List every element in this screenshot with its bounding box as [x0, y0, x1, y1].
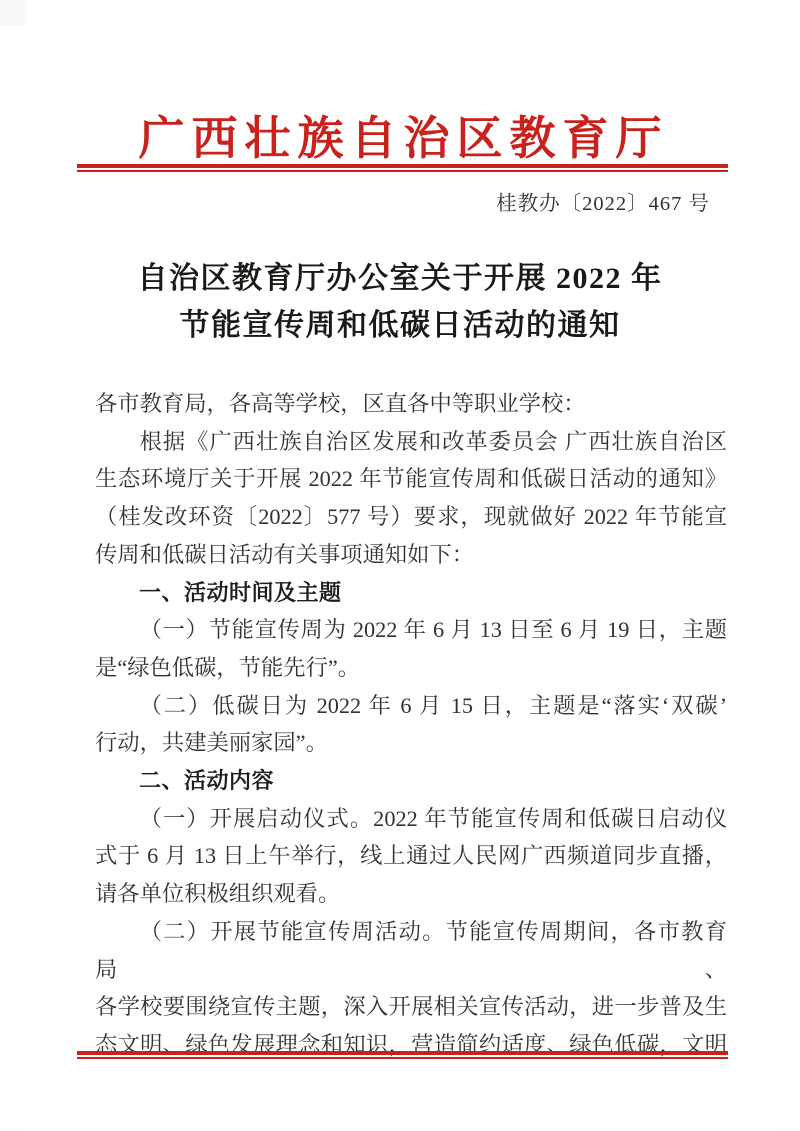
body-line: （一）开展启动仪式。2022 年节能宣传周和低碳日启动仪: [139, 805, 727, 831]
body-line: （二）开展节能宣传周活动。节能宣传周期间，各市教育局、: [95, 918, 727, 982]
footer-divider: [77, 1051, 728, 1059]
header-divider: [77, 164, 728, 172]
body-line: 根据《广西壮族自治区发展和改革委员会 广西壮族自治区: [139, 428, 727, 454]
body-line: 态文明、绿色发展理念和知识，营造简约适度、绿色低碳，文明: [95, 1031, 727, 1057]
document-title-line2: 节能宣传周和低碳日活动的通知: [179, 309, 621, 342]
document-body: [95, 385, 727, 1064]
body-line: 生态环境厅关于开展 2022 年节能宣传周和低碳日活动的通知》: [95, 466, 727, 492]
body-line: 式于 6 月 13 日上午举行，线上通过人民网广西频道同步直播，: [95, 843, 727, 869]
body-line: 行动，共建美丽家园”。: [95, 730, 328, 756]
scan-artifact: [0, 0, 26, 26]
body-line: 各市教育局，各高等学校，区直各中等职业学校：: [95, 391, 586, 416]
section-heading: 一、活动时间及主题: [139, 579, 342, 605]
body-line: 是“绿色低碳，节能先行”。: [95, 654, 361, 680]
document-title: [60, 255, 740, 349]
body-line: （一）节能宣传周为 2022 年 6 月 13 日至 6 月 19 日，主题: [139, 617, 727, 643]
body-line: （桂发改环资〔2022〕577 号）要求，现就做好 2022 年节能宣: [95, 504, 727, 530]
body-line: 各学校要围绕宣传主题，深入开展相关宣传活动，进一步普及生: [95, 994, 727, 1020]
body-line: 传周和低碳日活动有关事项通知如下：: [95, 541, 475, 567]
document-number: 桂教办〔2022〕467 号: [496, 193, 710, 215]
document-title-line1: 自治区教育厅办公室关于开展 2022 年: [137, 262, 663, 295]
body-line: （二）低碳日为 2022 年 6 月 15 日，主题是“落实‘双碳’: [139, 692, 727, 718]
body-line: 请各单位积极组织观看。: [95, 881, 341, 907]
agency-title: 广西壮族自治区教育厅: [138, 113, 669, 164]
section-heading: 二、活动内容: [139, 768, 275, 794]
